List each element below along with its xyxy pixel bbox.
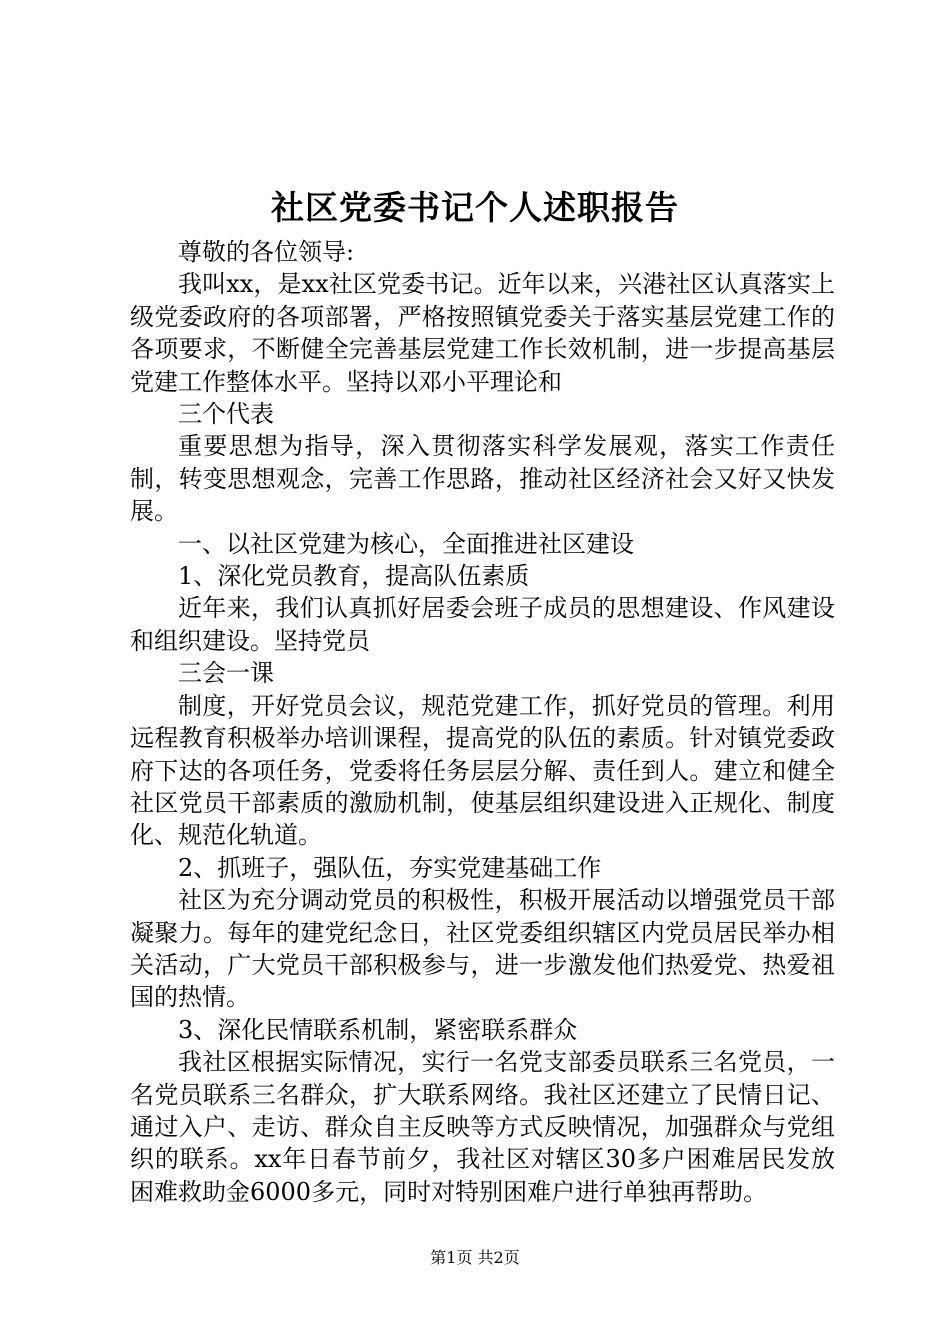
paragraph: 三会一课 bbox=[178, 659, 274, 688]
subsection-heading: 2、抓班子，强队伍，夯实党建基础工作 bbox=[178, 853, 602, 882]
section-heading: 一、以社区党建为核心，全面推进社区建设 bbox=[178, 529, 634, 558]
document-title: 社区党委书记个人述职报告 bbox=[271, 188, 679, 227]
paragraph: 我社区根据实际情况，实行一名党支部委员联系三名党员，一名党员联系三名群众，扩大联系网络。我社区还建立了民情日记、通过入户、走访、群众自主反映等方式反映情况，加强群众与党组织的联系。xx年日春节前夕，我社区对辖区30多户困难居民发放困难救助金6000多元，同时对特别困难户进行单独再帮助。 bbox=[130, 1048, 835, 1206]
paragraph: 制度，开好党员会议，规范党建工作，抓好党员的管理。利用远程教育积极举办培训课程，提高党的队伍的素质。针对镇党委政府下达的各项任务，党委将任务层层分解、责任到人。建立和健全社区党员干部素质的激励机制，使基层组织建设进入正规化、制度化、规范化轨道。 bbox=[130, 691, 835, 850]
document-body bbox=[130, 236, 835, 1208]
subsection-heading: 1、深化党员教育，提高队伍素质 bbox=[178, 562, 530, 591]
paragraph: 重要思想为指导，深入贯彻落实科学发展观，落实工作责任制，转变思想观念，完善工作思路，推动社区经济社会又好又快发展。 bbox=[130, 432, 835, 526]
subsection-heading: 3、深化民情联系机制，紧密联系群众 bbox=[178, 1015, 578, 1044]
salutation: 尊敬的各位领导: bbox=[178, 238, 355, 266]
paragraph: 我叫xx，是xx社区党委书记。近年以来，兴港社区认真落实上级党委政府的各项部署，严格按照镇党委关于落实基层党建工作的各项要求，不断健全完善基层党建工作长效机制，进一步提高基层党建工作整体水平。坚持以邓小平理论和 bbox=[130, 270, 835, 396]
paragraph: 近年来，我们认真抓好居委会班子成员的思想建设、作风建设和组织建设。坚持党员 bbox=[130, 594, 835, 655]
page-footer: 第1页 共2页 bbox=[430, 1248, 520, 1267]
paragraph: 社区为充分调动党员的积极性，积极开展活动以增强党员干部凝聚力。每年的建党纪念日，社区党委组织辖区内党员居民举办相关活动，广大党员干部积极参与，进一步激发他们热爱党、热爱祖国的热情。 bbox=[130, 886, 835, 1012]
paragraph: 三个代表 bbox=[178, 400, 274, 429]
